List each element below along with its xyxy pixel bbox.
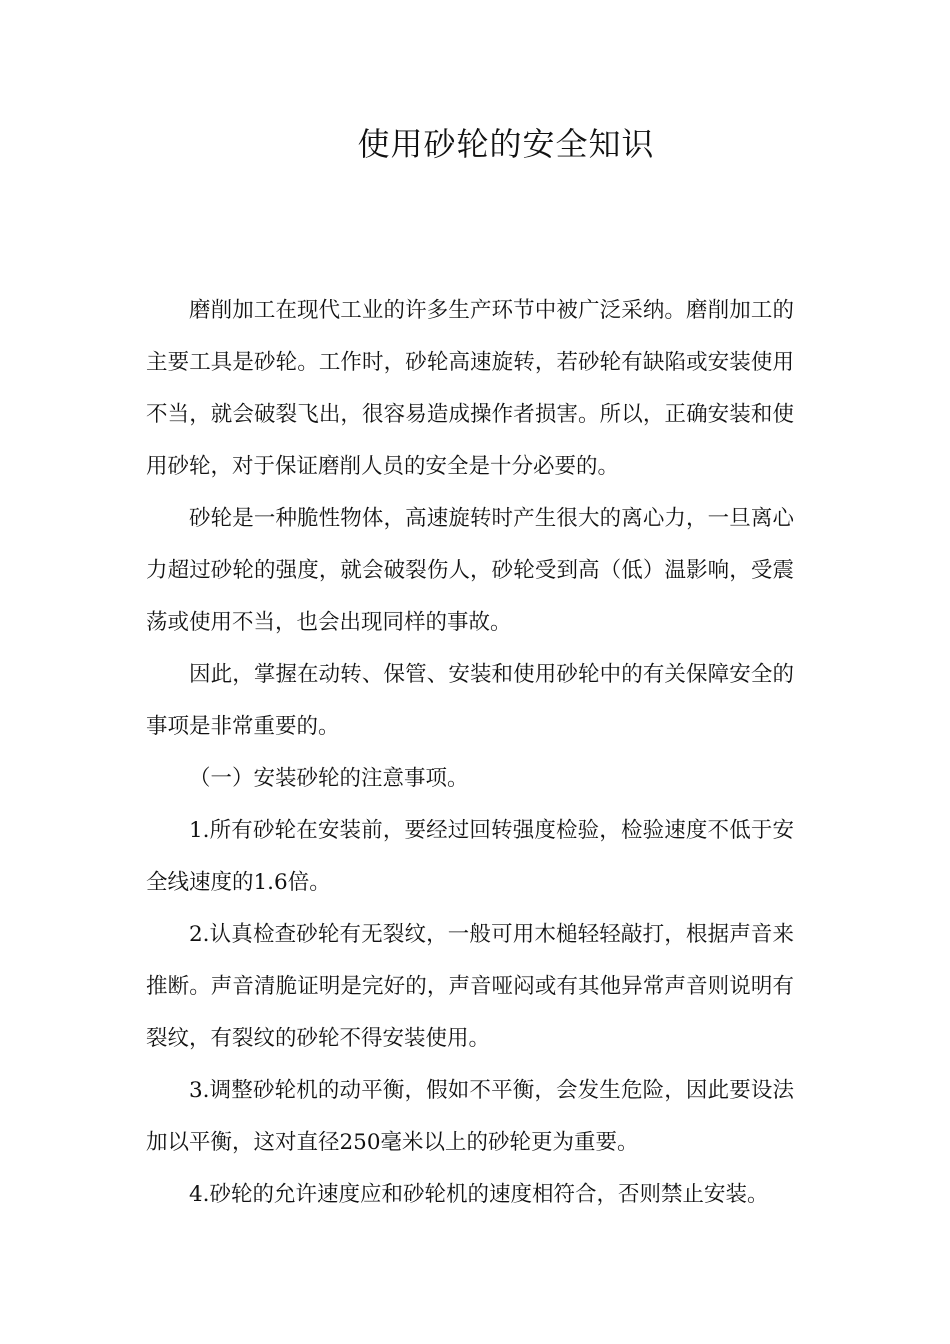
- paragraph-importance: 因此，掌握在动转、保管、安装和使用砂轮中的有关保障安全的事项是非常重要的。: [146, 662, 794, 739]
- paragraph-brittleness: 砂轮是一种脆性物体，高速旋转时产生很大的离心力，一旦离心力超过砂轮的强度，就会破裂伤人，砂轮受到高（低）温影响，受震荡或使用不当，也会出现同样的事故。: [146, 506, 794, 635]
- section-heading-installation: （一）安装砂轮的注意事项。: [189, 766, 469, 791]
- list-item-4: 4.砂轮的允许速度应和砂轮机的速度相符合，否则禁止安装。: [189, 1182, 769, 1207]
- document-title: 使用砂轮的安全知识: [357, 125, 655, 163]
- document-body: [146, 285, 794, 1221]
- list-item-1: 1.所有砂轮在安装前，要经过回转强度检验，检验速度不低于安全线速度的1.6倍。: [146, 818, 794, 895]
- list-item-2: 2.认真检查砂轮有无裂纹，一般可用木槌轻轻敲打，根据声音来推断。声音清脆证明是完好的，声音哑闷或有其他异常声音则说明有裂纹，有裂纹的砂轮不得安装使用。: [146, 922, 794, 1051]
- list-item-3: 3.调整砂轮机的动平衡，假如不平衡，会发生危险，因此要设法加以平衡，这对直径250毫米以上的砂轮更为重要。: [146, 1078, 794, 1155]
- paragraph-intro: 磨削加工在现代工业的许多生产环节中被广泛采纳。磨削加工的主要工具是砂轮。工作时，砂轮高速旋转，若砂轮有缺陷或安装使用不当，就会破裂飞出，很容易造成操作者损害。所以，正确安装和使用砂轮，对于保证磨削人员的安全是十分必要的。: [146, 298, 794, 479]
